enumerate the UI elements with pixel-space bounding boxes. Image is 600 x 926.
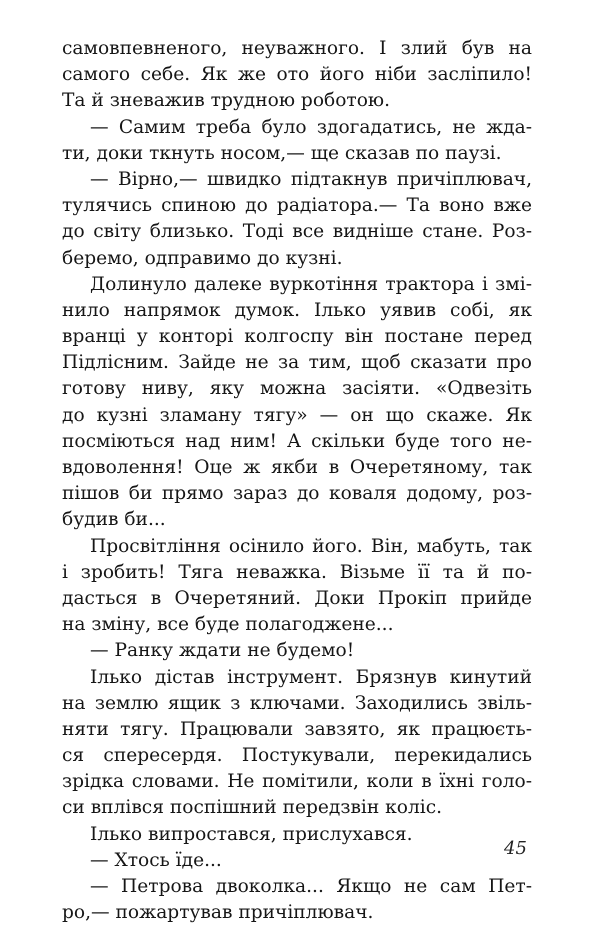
- text-line: до світу близько. Тоді все видніше стане. Роз-: [62, 221, 532, 243]
- text-line: вдоволення! Оце ж якби в Очеретяному, так: [62, 457, 532, 478]
- text-line: ти, доки ткнуть носом,— ще сказав по паузі.: [62, 142, 502, 164]
- body-text: [62, 36, 532, 926]
- text-line: Долинуло далеке вуркотіння трактора і змі-: [90, 273, 532, 295]
- text-line: на землю ящик з ключами. Заходились звіль-: [62, 692, 532, 714]
- text-line: — Хтось їде...: [90, 849, 222, 871]
- text-line: на зміну, все буде полагоджене...: [62, 614, 394, 636]
- text-line: — Вірно,— швидко підтакнув причіплювач,: [90, 168, 532, 190]
- text-line: си вплівся поспішний передзвін коліс.: [62, 797, 443, 819]
- text-line: — Петрова двоколка... Якщо не сам Пет-: [90, 876, 532, 897]
- text-line: пішов би прямо зараз до коваля додому, роз-: [62, 483, 532, 505]
- text-line: ро,— пожартував причіплювач.: [62, 902, 374, 924]
- text-line: будив би...: [62, 509, 166, 531]
- text-line: — Ранку ждати не будемо!: [90, 640, 355, 662]
- text-line: до кузні зламану тягу» — он що скаже. Як: [62, 404, 532, 426]
- text-line: няти тягу. Працювали завзято, як працюєть-: [62, 718, 532, 740]
- text-line: і зробить! Тяга неважка. Візьме її та й по-: [62, 561, 532, 583]
- text-line: самовпевненого, неуважного. І злий був на: [62, 38, 532, 59]
- text-line: зрідка словами. Не помітили, коли в їхні голо-: [62, 771, 532, 793]
- text-line: — Самим треба було здогадатись, не жда-: [90, 116, 532, 138]
- text-line: беремо, одправимо до кузні.: [62, 247, 343, 269]
- text-line: самого себе. Як же ото його ніби засліпило!: [62, 64, 532, 86]
- text-line: нило напрямок думок. Ілько уявив собі, як: [62, 299, 532, 321]
- text-line: готову ниву, яку можна засіяти. «Одвезіть: [62, 378, 532, 400]
- text-line: Ілько випростався, прислухався.: [90, 823, 413, 845]
- text-line: Ілько дістав інструмент. Брязнув кинутий: [90, 666, 532, 688]
- text-line: Просвітління осінило його. Він, мабуть, так: [90, 535, 532, 557]
- text-line: дасться в Очеретяний. Доки Прокіп прийде: [62, 587, 532, 609]
- text-line: вранці у конторі колгоспу він постане перед: [62, 326, 532, 348]
- text-line: тулячись спиною до радіатора.— Та воно вже: [62, 195, 532, 217]
- text-line: посміються над ним! А скільки буде того не-: [62, 430, 532, 452]
- page-number: 45: [504, 838, 527, 859]
- text-line: ся спересердя. Постукували, перекидались: [62, 745, 532, 767]
- text-line: Та й зневажив трудною роботою.: [62, 90, 390, 112]
- text-line: Підлісним. Зайде не за тим, щоб сказати про: [62, 352, 532, 374]
